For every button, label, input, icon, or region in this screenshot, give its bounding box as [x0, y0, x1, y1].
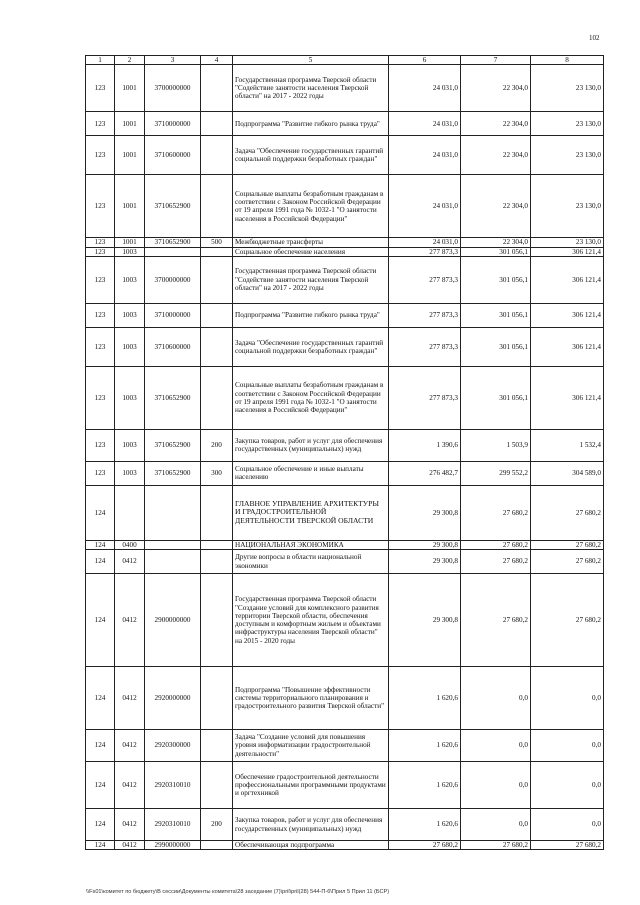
column-header: 2	[115, 56, 145, 65]
cell-amount-2: 27 680,2	[461, 485, 531, 540]
table-row	[86, 730, 604, 762]
cell-expense-type	[201, 366, 233, 429]
cell-amount-2: 22 304,0	[461, 65, 531, 112]
cell-admin-code: 123	[86, 256, 115, 303]
cell-amount-2: 22 304,0	[461, 175, 531, 238]
cell-amount-2: 0,0	[461, 809, 531, 841]
column-header: 3	[145, 56, 201, 65]
cell-amount-1: 277 873,3	[389, 247, 461, 256]
cell-admin-code: 124	[86, 841, 115, 850]
table-row	[86, 327, 604, 366]
cell-section-code: 1003	[115, 327, 145, 366]
cell-target-code	[145, 550, 201, 574]
cell-amount-2: 301 056,1	[461, 256, 531, 303]
column-header: 7	[461, 56, 531, 65]
cell-amount-1: 24 031,0	[389, 112, 461, 136]
cell-admin-code: 123	[86, 65, 115, 112]
cell-section-code: 0412	[115, 809, 145, 841]
cell-amount-3: 306 121,4	[531, 303, 604, 327]
cell-amount-1: 1 620,6	[389, 730, 461, 762]
cell-amount-2: 27 680,2	[461, 841, 531, 850]
table-row	[86, 65, 604, 112]
cell-target-code: 3710600000	[145, 136, 201, 175]
cell-amount-1: 24 031,0	[389, 175, 461, 238]
cell-amount-2: 0,0	[461, 762, 531, 809]
cell-expense-type	[201, 841, 233, 850]
cell-expense-type	[201, 247, 233, 256]
table-row	[86, 238, 604, 247]
cell-amount-1: 1 620,6	[389, 667, 461, 730]
cell-amount-1: 24 031,0	[389, 65, 461, 112]
cell-section-code: 0412	[115, 667, 145, 730]
cell-name: Социальное обеспечение населения	[233, 247, 389, 256]
cell-amount-3: 0,0	[531, 667, 604, 730]
table-row	[86, 540, 604, 549]
cell-name: Задача "Обеспечение государственных гарантий социальной поддержки безработных граждан"	[233, 327, 389, 366]
cell-amount-2: 299 552,2	[461, 461, 531, 485]
cell-section-code: 1003	[115, 247, 145, 256]
column-header: 6	[389, 56, 461, 65]
cell-amount-2: 301 056,1	[461, 366, 531, 429]
cell-expense-type	[201, 762, 233, 809]
cell-target-code: 3710000000	[145, 112, 201, 136]
cell-admin-code: 123	[86, 327, 115, 366]
cell-section-code: 1003	[115, 366, 145, 429]
table-row	[86, 429, 604, 461]
cell-section-code: 0400	[115, 540, 145, 549]
cell-target-code: 2920310010	[145, 762, 201, 809]
cell-section-code: 1003	[115, 303, 145, 327]
column-header: 1	[86, 56, 115, 65]
cell-amount-3: 306 121,4	[531, 327, 604, 366]
cell-amount-3: 23 130,0	[531, 136, 604, 175]
table-row	[86, 574, 604, 667]
cell-amount-2: 0,0	[461, 667, 531, 730]
cell-name: Другие вопросы в области национальной экономики	[233, 550, 389, 574]
cell-section-code: 0412	[115, 730, 145, 762]
cell-target-code: 3710000000	[145, 303, 201, 327]
cell-section-code: 1001	[115, 175, 145, 238]
cell-amount-1: 27 680,2	[389, 841, 461, 850]
column-header: 8	[531, 56, 604, 65]
cell-name: Обеспечивающая подпрограмма	[233, 841, 389, 850]
cell-amount-2: 301 056,1	[461, 303, 531, 327]
cell-amount-3: 27 680,2	[531, 550, 604, 574]
cell-amount-1: 24 031,0	[389, 238, 461, 247]
cell-section-code: 0412	[115, 574, 145, 667]
cell-amount-1: 277 873,3	[389, 366, 461, 429]
cell-amount-3: 1 532,4	[531, 429, 604, 461]
page-number: 102	[589, 34, 600, 42]
cell-expense-type: 200	[201, 809, 233, 841]
cell-target-code: 2920310010	[145, 809, 201, 841]
cell-section-code: 1001	[115, 136, 145, 175]
cell-name: Социальные выплаты безработным гражданам в соответствии с Законом Российской Федерации от 19 апреля 1991 года № 1032-1 "О занятости населения в Российской Федерации"	[233, 366, 389, 429]
cell-section-code: 0412	[115, 762, 145, 809]
cell-section-code: 1003	[115, 429, 145, 461]
cell-admin-code: 124	[86, 667, 115, 730]
table-row	[86, 550, 604, 574]
cell-target-code: 3700000000	[145, 256, 201, 303]
column-header: 5	[233, 56, 389, 65]
cell-amount-1: 1 390,6	[389, 429, 461, 461]
cell-amount-3: 0,0	[531, 762, 604, 809]
cell-target-code: 3710600000	[145, 327, 201, 366]
cell-amount-3: 306 121,4	[531, 366, 604, 429]
cell-name: Межбюджетные трансферты	[233, 238, 389, 247]
table-row	[86, 112, 604, 136]
cell-expense-type: 500	[201, 238, 233, 247]
cell-amount-1: 29 300,8	[389, 574, 461, 667]
cell-expense-type	[201, 175, 233, 238]
cell-name: ГЛАВНОЕ УПРАВЛЕНИЕ АРХИТЕКТУРЫ И ГРАДОСТРОИТЕЛЬНОЙ ДЕЯТЕЛЬНОСТИ ТВЕРСКОЙ ОБЛАСТИ	[233, 485, 389, 540]
cell-target-code: 2920000000	[145, 667, 201, 730]
cell-admin-code: 124	[86, 762, 115, 809]
cell-admin-code: 123	[86, 429, 115, 461]
cell-admin-code: 123	[86, 238, 115, 247]
cell-amount-3: 304 589,0	[531, 461, 604, 485]
cell-amount-3: 306 121,4	[531, 247, 604, 256]
cell-amount-1: 277 873,3	[389, 256, 461, 303]
cell-amount-1: 1 620,6	[389, 762, 461, 809]
cell-amount-1: 24 031,0	[389, 136, 461, 175]
cell-amount-3: 0,0	[531, 730, 604, 762]
cell-amount-2: 22 304,0	[461, 112, 531, 136]
table-row	[86, 136, 604, 175]
cell-admin-code: 123	[86, 366, 115, 429]
table-row	[86, 841, 604, 850]
cell-name: Закупка товаров, работ и услуг для обеспечения государственных (муниципальных) нужд	[233, 429, 389, 461]
cell-amount-3: 23 130,0	[531, 65, 604, 112]
cell-target-code: 3710652900	[145, 366, 201, 429]
table-row	[86, 175, 604, 238]
cell-name: Задача "Обеспечение государственных гарантий социальной поддержки безработных граждан"	[233, 136, 389, 175]
table-body	[86, 65, 604, 850]
cell-admin-code: 124	[86, 550, 115, 574]
cell-name: Государственная программа Тверской области "Содействие занятости населения Тверской области" на 2017 - 2022 годы	[233, 256, 389, 303]
cell-expense-type	[201, 303, 233, 327]
cell-admin-code: 123	[86, 136, 115, 175]
cell-amount-1: 29 300,8	[389, 550, 461, 574]
cell-amount-3: 27 680,2	[531, 841, 604, 850]
cell-expense-type	[201, 136, 233, 175]
cell-section-code: 1001	[115, 65, 145, 112]
cell-expense-type	[201, 485, 233, 540]
cell-section-code: 1003	[115, 461, 145, 485]
cell-expense-type	[201, 730, 233, 762]
cell-target-code	[145, 540, 201, 549]
cell-target-code	[145, 485, 201, 540]
cell-amount-3: 23 130,0	[531, 175, 604, 238]
cell-admin-code: 124	[86, 809, 115, 841]
cell-amount-3: 27 680,2	[531, 540, 604, 549]
cell-amount-2: 22 304,0	[461, 136, 531, 175]
cell-target-code: 3710652900	[145, 461, 201, 485]
cell-expense-type	[201, 574, 233, 667]
table-row	[86, 303, 604, 327]
table-header-row	[86, 56, 604, 65]
cell-name: Государственная программа Тверской области "Содействие занятости населения Тверской области" на 2017 - 2022 годы	[233, 65, 389, 112]
cell-target-code: 2920300000	[145, 730, 201, 762]
cell-amount-2: 0,0	[461, 730, 531, 762]
cell-target-code	[145, 247, 201, 256]
cell-section-code: 1001	[115, 238, 145, 247]
column-header: 4	[201, 56, 233, 65]
cell-amount-2: 22 304,0	[461, 238, 531, 247]
cell-expense-type	[201, 667, 233, 730]
cell-name: Государственная программа Тверской области "Создание условий для комплексного развития территории Тверской области, обеспечения доступным и комфортным жильем и объектами инфраструктуры населения Тверской области" на 2015 - 2020 годы	[233, 574, 389, 667]
cell-admin-code: 124	[86, 485, 115, 540]
cell-target-code: 3710652900	[145, 238, 201, 247]
cell-name: Подпрограмма "Повышение эффективности системы территориального планирования и градостроительного развития Тверской области"	[233, 667, 389, 730]
cell-amount-3: 23 130,0	[531, 238, 604, 247]
cell-amount-2: 1 503,9	[461, 429, 531, 461]
cell-target-code: 3710652900	[145, 175, 201, 238]
cell-admin-code: 123	[86, 247, 115, 256]
cell-section-code: 1001	[115, 112, 145, 136]
cell-amount-2: 27 680,2	[461, 574, 531, 667]
table-row	[86, 667, 604, 730]
cell-expense-type	[201, 550, 233, 574]
table-row	[86, 762, 604, 809]
cell-amount-3: 306 121,4	[531, 256, 604, 303]
cell-name: Закупка товаров, работ и услуг для обеспечения государственных (муниципальных) нужд	[233, 809, 389, 841]
cell-admin-code: 123	[86, 461, 115, 485]
cell-amount-1: 277 873,3	[389, 303, 461, 327]
cell-expense-type	[201, 540, 233, 549]
cell-amount-2: 27 680,2	[461, 550, 531, 574]
cell-admin-code: 123	[86, 175, 115, 238]
table-row	[86, 366, 604, 429]
budget-table	[85, 55, 604, 850]
cell-admin-code: 123	[86, 303, 115, 327]
cell-section-code	[115, 485, 145, 540]
cell-section-code: 0412	[115, 550, 145, 574]
cell-amount-2: 301 056,1	[461, 247, 531, 256]
cell-expense-type	[201, 256, 233, 303]
cell-admin-code: 123	[86, 112, 115, 136]
cell-name: Социальные выплаты безработным гражданам в соответствии с Законом Российской Федерации от 19 апреля 1991 года № 1032-1 "О занятости населения в Российской Федерации"	[233, 175, 389, 238]
table-row	[86, 461, 604, 485]
cell-expense-type: 200	[201, 429, 233, 461]
cell-name: Задача "Создание условий для повышения уровня информатизации градостроительной деятельности"	[233, 730, 389, 762]
cell-admin-code: 124	[86, 540, 115, 549]
cell-expense-type: 300	[201, 461, 233, 485]
cell-amount-3: 27 680,2	[531, 485, 604, 540]
cell-amount-3: 23 130,0	[531, 112, 604, 136]
table-row	[86, 256, 604, 303]
cell-expense-type	[201, 112, 233, 136]
cell-name: Обеспечение градостроительной деятельности профессиональными программными продуктами и оргтехникой	[233, 762, 389, 809]
cell-amount-3: 0,0	[531, 809, 604, 841]
cell-name: Подпрограмма "Развитие гибкого рынка труда"	[233, 303, 389, 327]
cell-amount-2: 27 680,2	[461, 540, 531, 549]
cell-amount-3: 27 680,2	[531, 574, 604, 667]
table-row	[86, 809, 604, 841]
file-path-footer: \\Fs01\комитет по бюджету\В сессии\Документы комитета\28 заседание (7)\pril\pril(28) 544-П-6\Прил 5 Прил 11 (БСР)	[86, 889, 390, 895]
cell-target-code: 3700000000	[145, 65, 201, 112]
table-row	[86, 485, 604, 540]
cell-amount-1: 1 620,6	[389, 809, 461, 841]
cell-amount-1: 29 300,8	[389, 540, 461, 549]
table-row	[86, 247, 604, 256]
cell-admin-code: 124	[86, 730, 115, 762]
cell-section-code: 1003	[115, 256, 145, 303]
cell-amount-2: 301 056,1	[461, 327, 531, 366]
cell-target-code: 2990000000	[145, 841, 201, 850]
cell-amount-1: 277 873,3	[389, 327, 461, 366]
cell-admin-code: 124	[86, 574, 115, 667]
cell-name: Социальное обеспечение и иные выплаты населению	[233, 461, 389, 485]
cell-target-code: 3710652900	[145, 429, 201, 461]
cell-amount-1: 276 482,7	[389, 461, 461, 485]
cell-expense-type	[201, 327, 233, 366]
cell-name: Подпрограмма "Развитие гибкого рынка труда"	[233, 112, 389, 136]
cell-amount-1: 29 300,8	[389, 485, 461, 540]
cell-expense-type	[201, 65, 233, 112]
cell-target-code: 2900000000	[145, 574, 201, 667]
cell-name: НАЦИОНАЛЬНАЯ ЭКОНОМИКА	[233, 540, 389, 549]
cell-section-code: 0412	[115, 841, 145, 850]
